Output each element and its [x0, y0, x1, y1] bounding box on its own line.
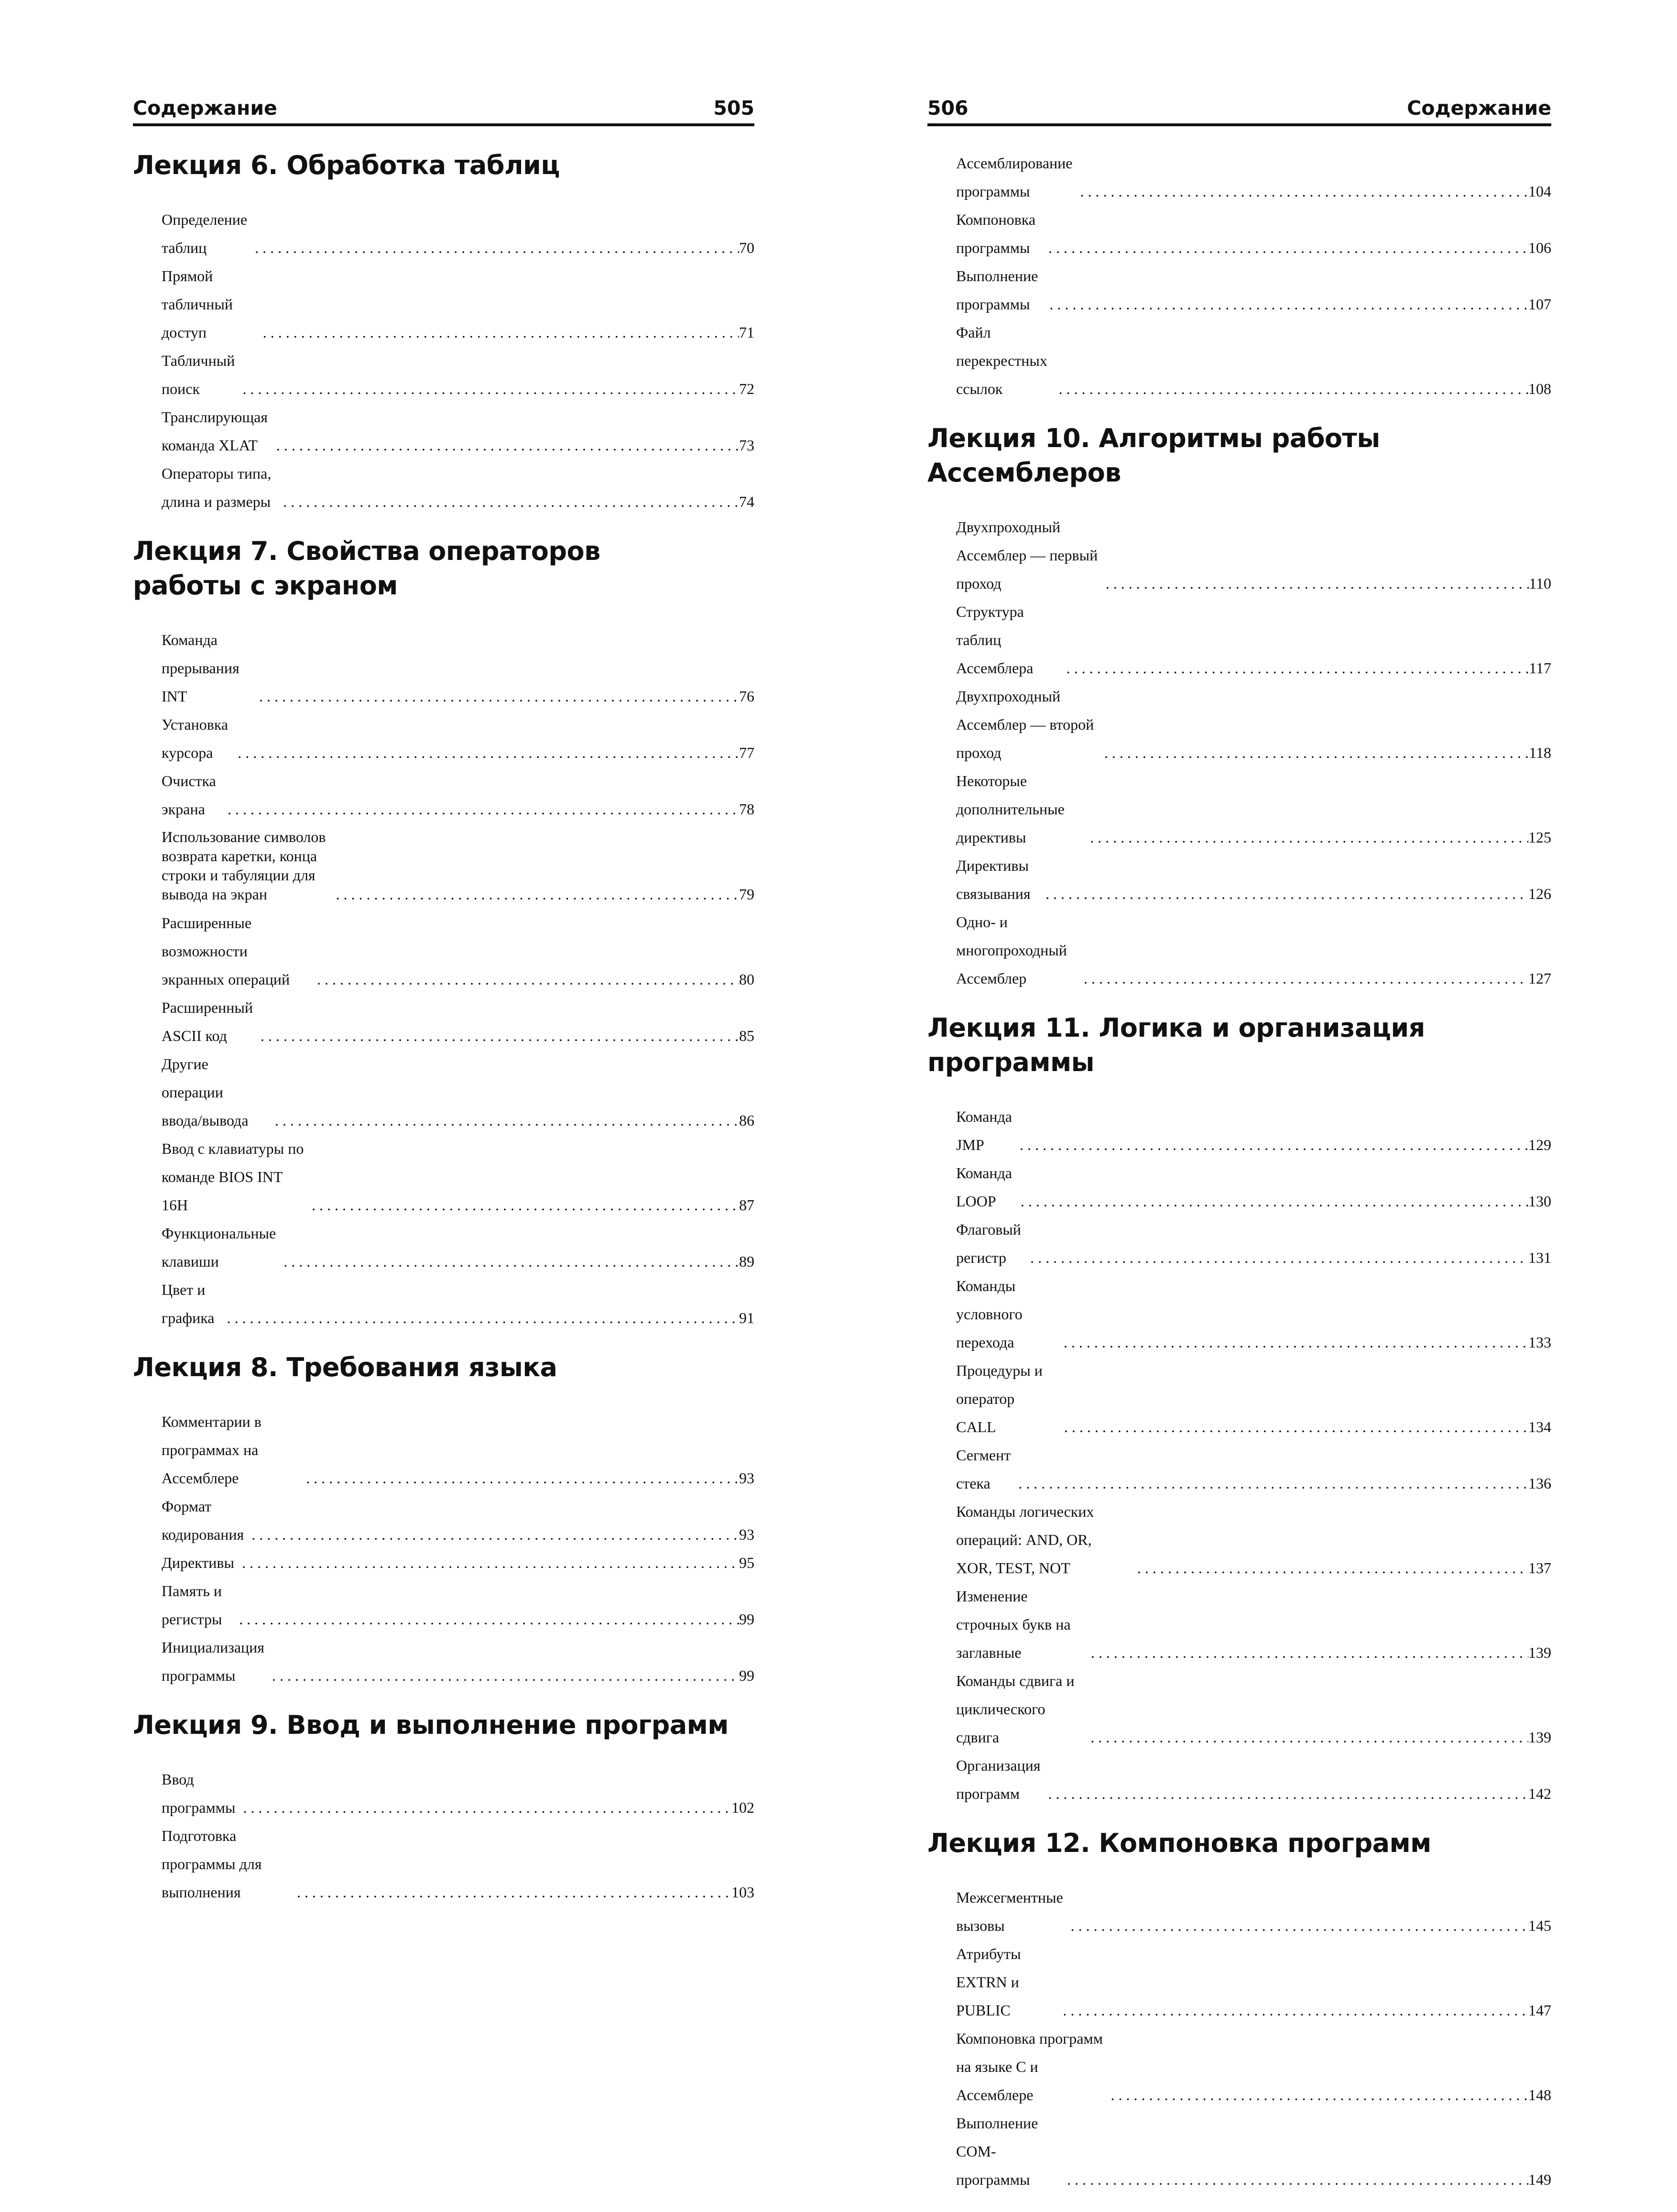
- entry-page: 74: [739, 493, 754, 510]
- entry-label: Определение таблиц: [162, 211, 248, 256]
- entry-label: Компоновка программ на языке С и Ассемблере: [956, 2030, 1103, 2103]
- toc-entry[interactable]: [956, 598, 1551, 682]
- toc-entry[interactable]: [956, 1883, 1551, 1940]
- toc-entries: [133, 1408, 754, 1690]
- lecture-title: Лекция 10. Алгоритмы работы Ассемблеров: [927, 423, 1380, 488]
- entry-page: 129: [1528, 1136, 1551, 1153]
- entry-label: Команды сдвига и циклического сдвига: [956, 1672, 1075, 1746]
- entry-label: Файл перекрестных ссылок: [956, 324, 1047, 397]
- entry-page: 102: [731, 1799, 754, 1816]
- lecture-title: Лекция 12. Компоновка программ: [927, 1828, 1431, 1858]
- entry-page: 133: [1528, 1334, 1551, 1351]
- toc-entry[interactable]: [162, 1633, 754, 1690]
- toc-entry[interactable]: [162, 206, 754, 262]
- entry-page: 110: [1529, 575, 1551, 592]
- toc-entry[interactable]: [162, 1219, 754, 1276]
- entry-label: Прямой табличный доступ: [162, 267, 233, 341]
- entry-page: 95: [739, 1554, 754, 1571]
- entry-page: 85: [739, 1027, 754, 1044]
- running-header: [927, 90, 1551, 126]
- toc-entry[interactable]: [162, 1765, 754, 1822]
- entry-label: Команды условного перехода: [956, 1277, 1023, 1351]
- entry-label: Директивы связывания: [956, 857, 1031, 902]
- toc-entries: [133, 626, 754, 1332]
- toc-entries: [133, 1765, 754, 1906]
- toc-entry[interactable]: [162, 262, 754, 347]
- toc-entry[interactable]: [162, 347, 754, 403]
- entry-page: 78: [739, 800, 754, 818]
- entry-label: Инициализация программы: [162, 1639, 264, 1684]
- toc-entry[interactable]: [162, 460, 754, 516]
- entry-page: 130: [1528, 1193, 1551, 1210]
- entry-label: Команда JMP: [956, 1108, 1012, 1153]
- toc-entry[interactable]: [956, 2025, 1551, 2109]
- entry-label: Двухпроходный Ассемблер — второй проход: [956, 688, 1094, 761]
- entry-label: Расширенный ASCII код: [162, 999, 253, 1044]
- toc-entry[interactable]: [162, 1050, 754, 1135]
- entry-page: 139: [1528, 1644, 1551, 1661]
- toc-entry[interactable]: [956, 1752, 1551, 1808]
- entry-label: Установка курсора: [162, 716, 229, 761]
- entry-label: Использование символов возврата каретки, конца строки и табуляции для вывода на экран: [162, 828, 326, 903]
- toc-entry[interactable]: [956, 1159, 1551, 1216]
- toc-entry[interactable]: [956, 1582, 1551, 1667]
- running-header: [133, 90, 754, 126]
- toc-entry[interactable]: [956, 1216, 1551, 1272]
- toc-entry[interactable]: [162, 994, 754, 1050]
- toc-entry[interactable]: [162, 1822, 754, 1906]
- entry-label: Двухпроходный Ассемблер — первый проход: [956, 518, 1098, 592]
- toc-entry[interactable]: [162, 1577, 754, 1633]
- toc-entry[interactable]: [956, 767, 1551, 852]
- entry-label: Флаговый регистр: [956, 1221, 1021, 1266]
- entry-label: Команды логических операций: AND, OR, XOR, TEST, NOT: [956, 1503, 1094, 1577]
- entry-page: 136: [1528, 1475, 1551, 1492]
- entry-page: 91: [739, 1309, 754, 1326]
- toc-entries: [133, 206, 754, 516]
- entry-page: 93: [739, 1469, 754, 1487]
- toc-entry[interactable]: [956, 2109, 1551, 2194]
- entry-page: 108: [1528, 380, 1551, 397]
- entry-page: 71: [739, 324, 754, 341]
- entry-page: 86: [739, 1112, 754, 1129]
- entry-page: 80: [739, 971, 754, 988]
- entry-label: Цвет и графика: [162, 1281, 215, 1326]
- entry-page: 107: [1528, 296, 1551, 313]
- lecture-title: Лекция 6. Обработка таблиц: [133, 150, 560, 180]
- toc-content: [133, 148, 754, 1925]
- toc-entry[interactable]: [956, 1441, 1551, 1498]
- toc-content: [927, 149, 1551, 2212]
- page-number: 505: [713, 97, 754, 120]
- toc-entry[interactable]: [162, 823, 754, 909]
- entry-page: 139: [1528, 1729, 1551, 1746]
- entry-page: 99: [739, 1610, 754, 1628]
- lecture-title: Лекция 8. Требования языка: [133, 1352, 557, 1382]
- entry-label: Некоторые дополнительные директивы: [956, 772, 1065, 846]
- entry-page: 73: [739, 437, 754, 454]
- entry-page: 79: [739, 886, 754, 903]
- entry-label: Операторы типа, длина и размеры: [162, 465, 272, 510]
- entry-label: Межсегментные вызовы: [956, 1889, 1063, 1934]
- entry-label: Компоновка программы: [956, 211, 1036, 256]
- entry-label: Директивы: [162, 1554, 234, 1571]
- entry-page: 125: [1528, 829, 1551, 846]
- entry-label: Расширенные возможности экранных операций: [162, 914, 290, 988]
- entry-page: 134: [1528, 1418, 1551, 1435]
- toc-entry[interactable]: [162, 909, 754, 994]
- toc-entry[interactable]: [162, 1492, 754, 1549]
- entry-page: 137: [1528, 1559, 1551, 1577]
- toc-entry[interactable]: [956, 852, 1551, 908]
- entry-label: Память и регистры: [162, 1582, 222, 1628]
- entry-page: 72: [739, 380, 754, 397]
- entry-page: 106: [1528, 239, 1551, 256]
- toc-entry[interactable]: [956, 1667, 1551, 1752]
- lecture-title: Лекция 7. Свойства операторов работы с экраном: [133, 536, 600, 601]
- entry-page: 131: [1528, 1249, 1551, 1266]
- entry-page: 149: [1528, 2171, 1551, 2188]
- entry-page: 103: [731, 1883, 754, 1901]
- entry-label: Другие операции ввода/вывода: [162, 1055, 249, 1129]
- toc-entry[interactable]: [956, 1940, 1551, 2025]
- entry-label: Комментарии в программах на Ассемблере: [162, 1413, 261, 1487]
- entry-page: 127: [1528, 970, 1551, 987]
- toc-entry[interactable]: [956, 318, 1551, 403]
- toc-entries: [927, 1883, 1551, 2194]
- toc-entry[interactable]: [956, 1272, 1551, 1357]
- page-number: 506: [927, 97, 969, 120]
- toc-entry[interactable]: [956, 149, 1551, 206]
- header-title: Содержание: [1407, 97, 1551, 120]
- entry-label: Табличный поиск: [162, 352, 235, 397]
- entry-page: 70: [739, 239, 754, 256]
- entry-page: 99: [739, 1667, 754, 1684]
- entry-label: Ассемблирование программы: [956, 154, 1073, 200]
- entry-label: Очистка экрана: [162, 772, 216, 818]
- entry-page: 147: [1528, 2002, 1551, 2019]
- entry-label: Организация программ: [956, 1757, 1041, 1802]
- entry-label: Ввод программы: [162, 1771, 236, 1816]
- entry-page: 77: [739, 744, 754, 761]
- toc-entry[interactable]: [956, 1103, 1551, 1159]
- entry-label: Сегмент стека: [956, 1446, 1011, 1492]
- toc-entry[interactable]: [162, 1276, 754, 1332]
- toc-entry[interactable]: [162, 1549, 754, 1577]
- toc-entry[interactable]: [956, 1357, 1551, 1441]
- entry-label: Ввод с клавиатуры по команде BIOS INT 16H: [162, 1140, 304, 1214]
- toc-entry[interactable]: [956, 1498, 1551, 1582]
- entry-label: Атрибуты EXTRN и PUBLIC: [956, 1945, 1021, 2019]
- toc-entries: [927, 1103, 1551, 1808]
- toc-entry[interactable]: [162, 1408, 754, 1492]
- toc-entry[interactable]: [956, 262, 1551, 318]
- toc-entries: [927, 513, 1551, 993]
- entry-label: Подготовка программы для выполнения: [162, 1827, 262, 1901]
- entry-page: 142: [1528, 1785, 1551, 1802]
- entry-label: Выполнение программы: [956, 267, 1038, 313]
- entry-page: 89: [739, 1253, 754, 1270]
- toc-entry[interactable]: [162, 403, 754, 460]
- entry-page: 104: [1528, 183, 1551, 200]
- toc-entry[interactable]: [162, 1135, 754, 1219]
- entry-label: Изменение строчных букв на заглавные: [956, 1588, 1071, 1661]
- toc-entry[interactable]: [162, 767, 754, 823]
- entry-label: Выполнение COM-программы: [956, 2114, 1038, 2188]
- entry-label: Функциональные клавиши: [162, 1225, 276, 1270]
- entry-page: 87: [739, 1196, 754, 1214]
- toc-entries: [927, 149, 1551, 403]
- header-title: Содержание: [133, 97, 277, 120]
- entry-label: Транслирующая команда XLAT: [162, 408, 268, 454]
- entry-label: Одно- и многопроходный Ассемблер: [956, 913, 1067, 987]
- entry-label: Структура таблиц Ассемблера: [956, 603, 1034, 677]
- toc-entry[interactable]: [162, 626, 754, 711]
- entry-page: 148: [1528, 2086, 1551, 2103]
- entry-label: Процедуры и оператор CALL: [956, 1362, 1043, 1435]
- lecture-title: Лекция 9. Ввод и выполнение программ: [133, 1710, 729, 1740]
- entry-page: 118: [1529, 744, 1551, 761]
- toc-entry[interactable]: [956, 682, 1551, 767]
- entry-page: 126: [1528, 885, 1551, 902]
- entry-page: 93: [739, 1526, 754, 1543]
- toc-entry[interactable]: [956, 513, 1551, 598]
- entry-label: Команда LOOP: [956, 1164, 1012, 1210]
- toc-entry[interactable]: [162, 711, 754, 767]
- entry-page: 117: [1529, 659, 1551, 677]
- toc-entry[interactable]: [956, 206, 1551, 262]
- entry-label: Команда прерывания INT: [162, 631, 240, 705]
- entry-page: 76: [739, 688, 754, 705]
- toc-entry[interactable]: [956, 908, 1551, 993]
- entry-page: 145: [1528, 1917, 1551, 1934]
- entry-label: Формат кодирования: [162, 1498, 244, 1543]
- lecture-title: Лекция 11. Логика и организация программы: [927, 1013, 1425, 1077]
